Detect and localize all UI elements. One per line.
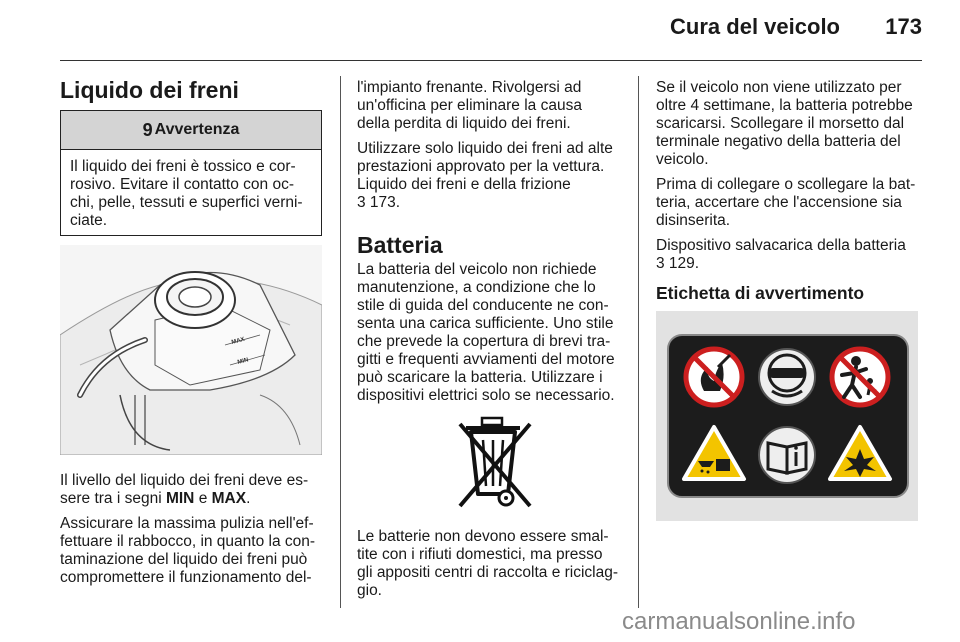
warning-text: Il liquido dei freni è tossico e cor- rosivo. Evitare il contatto con oc- chi, pelle, tessuti e superfici verni- ciate. [70,158,303,229]
heading-battery: Batteria [357,232,443,258]
heading-brake-fluid: Liquido dei freni [60,77,239,103]
crossed-bin-icon [438,412,548,516]
battery-warning-label-image [656,311,918,521]
warning-header [61,111,321,150]
cleanliness-paragraph: Assicurare la massima pulizia nell'ef- fettuare il rabbocco, in quanto la con- taminazione del liquido dei freni può compromettere il funzionamento del- [60,515,316,586]
max-label: MAX [211,490,247,507]
disposal-text [357,528,632,607]
watermark: carmanualsonline.info [622,608,856,635]
min-label: MIN [165,490,195,507]
section-title: Cura del veicolo [670,14,840,39]
heading-warning-label: Etichetta di avvertimento [656,283,865,303]
no-fire-icon [686,349,742,405]
read-manual-icon [759,427,815,483]
approved-fluid-paragraph: Utilizzare solo liquido dei freni ad alte prestazioni approvato per la vettura. Liquido dei freni e della frizione 3 173. [357,140,613,211]
eye-protection-icon [759,349,815,405]
column-divider-1 [340,76,341,608]
header-rule [60,60,922,61]
ref-arrow-icon: 3 [656,255,665,272]
min-mark: MIN [236,357,250,366]
column-divider-2 [638,76,639,608]
ref-arrow-icon: 3 [357,194,366,211]
page-number: 173 [885,14,922,39]
level-paragraph: Il livello del liquido dei freni deve es- sere tra i segni MIN e MAX. [60,472,309,507]
keep-children-away-icon [832,349,888,405]
brake-fluid-reservoir-illustration [60,245,322,455]
warning-triangle-icon: 9 [142,119,153,140]
warning-box [60,110,322,236]
battery-paragraph: La batteria del veicolo non richiede manutenzione, a condizione che lo stile di guida del conducente ne con- senta una carica sufficiente. Uno stile che prevede la copertura di brevi tra- gitti e frequenti avviamenti del motore può scaricare la batteria. Utilizzare i dispositivi elettrici solo se necessario. [357,261,615,404]
ignition-paragraph: Prima di collegare o scollegare la bat- teria, accertare che l'accensione sia disinserita. [656,176,916,229]
saver-paragraph: Dispositivo salvacarica della batteria 3 129. [656,237,906,272]
page-ref-173[interactable]: 173. [365,194,401,211]
reservoir-drawing [60,245,322,455]
battery-storage-text [656,79,931,280]
warning-title: Avvertenza [154,121,240,138]
brake-fluid-continued [357,79,627,219]
long-storage-paragraph: Se il veicolo non viene utilizzato per oltre 4 settimane, la batteria potrebbe scaricarsi. Scollegare il morsetto dal terminale negativo della batteria del veicolo. [656,79,913,168]
battery-text [357,261,627,412]
max-mark: MAX [230,336,246,346]
brake-fluid-text [60,472,325,594]
workshop-paragraph: l'impianto frenante. Rivolgersi ad un'officina per eliminare la causa della perdita di liquido dei freni. [357,79,582,132]
page-ref-129[interactable]: 129. [664,255,700,272]
disposal-paragraph: Le batterie non devono essere smal- tite con i rifiuti domestici, ma presso gli appositi centri di raccolta e riciclag- gio. [357,528,619,599]
